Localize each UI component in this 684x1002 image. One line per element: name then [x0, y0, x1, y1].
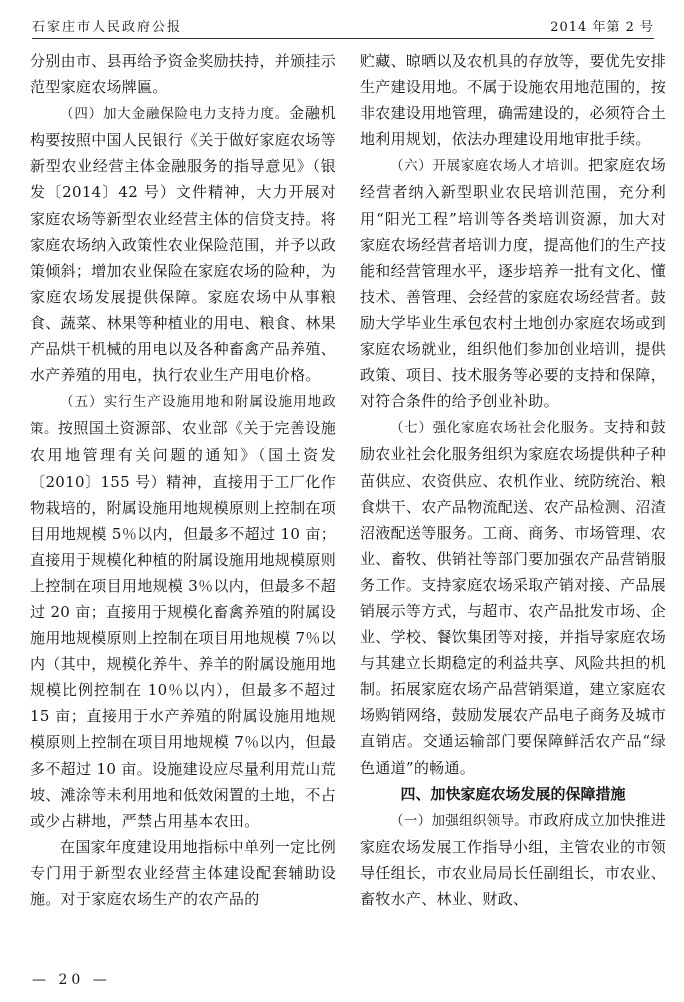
subsection-heading: （五）实行生产设施用地和附属设施用地政策。	[30, 394, 336, 438]
subsection-heading: （七）强化家庭农场社会化服务。	[390, 420, 604, 437]
publication-title: 石家庄市人民政府公报	[32, 20, 183, 35]
section-heading: 四、加快家庭农场发展的保障措施	[400, 784, 626, 803]
left-column	[30, 48, 336, 912]
paragraph: 贮藏、晾晒以及农机具的存放等，要优先安排生产建设用地。不属于设施农用地范围的，按非农建设用地管理，确需建设的，必须符合土地利用规划，依法办理建设用地审批手续。	[360, 52, 667, 149]
paragraph: 分别由市、县再给予资金奖励扶持，并颁挂示范型家庭农场牌匾。	[30, 52, 337, 97]
paragraph-text: 支持和鼓励农业社会化服务组织为家庭农场提供种子种苗供应、农资供应、农机作业、统防统治、粮食烘干、农产品物流配送、农产品检测、沼渣沼液配送等服务。工商、商务、市场管理、农业、畜牧、供销社等部门要加强农产品营销服务工作。支持家庭农场采取产销对接、产品展销展示等方式，与超市、农产品批发市场、企业、学校、餐饮集团等对接，并指导家庭农场与其建立长期稳定的利益共享、风险共担的机制。拓展家庭农场产品营销渠道，建立家庭农场购销网络，鼓励发展农产品电子商务及城市直销店。交通运输部门要保障鲜活农产品“绿色通道”的畅通。	[360, 418, 667, 777]
paragraph-text: 把家庭农场经营者纳入新型职业农民培训范围，充分利用“阳光工程”培训等各类培训资源，加大对家庭农场经营者培训力度，提高他们的生产技能和经营管理水平，逐步培养一批有文化、懂技术、善管理、会经营的家庭农场经营者。鼓励大学毕业生承包农村土地创办家庭农场或到家庭农场就业，组织他们参加创业培训，提供政策、项目、技术服务等必要的支持和保障，对符合条件的给予创业补助。	[360, 156, 667, 411]
paragraph	[360, 414, 666, 780]
paragraph	[360, 152, 666, 414]
right-column	[360, 48, 666, 912]
paragraph-text: 金融机构要按照中国人民银行《关于做好家庭农场等新型农业经营主体金融服务的指导意见》（银发〔2014〕42 号）文件精神，大力开展对家庭农场等新型农业经营主体的信贷支持。将家庭农场纳入政策性农业保险范围，并予以政策倾斜；增加农业保险在家庭农场的险种，为家庭农场发展提供保障。家庭农场中从事粮食、蔬菜、林果等种植业的用电、粮食、林果产品烘干机械的用电以及各种畜禽产品养殖、水产养殖的用电，执行农业生产用电价格。	[30, 104, 337, 385]
issue-number: 2014 年第 2 号	[550, 20, 654, 35]
subsection-heading: （六）开展家庭农场人才培训。	[390, 158, 589, 175]
page-number: — 20 —	[32, 972, 111, 988]
subsection-heading: （一）加强组织领导。	[390, 812, 529, 829]
paragraph-text: 市政府成立加快推进家庭农场发展工作指导小组，主管农业的市领导任组长，市农业局局长任副组长，市农业、畜牧水产、林业、财政、	[360, 810, 667, 908]
paragraph-text: 按照国土资源部、农业部《关于完善设施农用地管理有关问题的通知》（国土资发〔2010〕155 号）精神，直接用于工厂化作物栽培的，附属设施用地规模原则上控制在项目用地规模 5％以内，但最多不超过 10 亩；直接用于规模化种植的附属设施用地规模原则上控制在项目用地规模 3％以内，但最多不超过 20 亩；直接用于规模化畜禽养殖的附属设施用地规模原则上控制在项目用地规模 7％以内（其中，规模化养牛、养羊的附属设施用地规模比例控制在 10％以内），但最多不超过 15 亩；直接用于水产养殖的附属设施用地规模原则上控制在项目用地规模 7％以内，但最多不超过 10 亩。设施建设应尽量利用荒山荒坡、滩涂等未利用地和低效闲置的土地，不占或少占耕地，严禁占用基本农田。	[30, 419, 337, 830]
subsection-heading: （四）加大金融保险电力支持力度。	[60, 106, 290, 123]
paragraph	[30, 100, 336, 388]
paragraph: 在国家年度建设用地指标中单列一定比例专门用于新型农业经营主体建设配套辅助设施。对于家庭农场生产的农产品的	[30, 837, 336, 908]
paragraph	[360, 807, 666, 912]
paragraph	[30, 388, 336, 834]
page-header	[32, 14, 654, 39]
